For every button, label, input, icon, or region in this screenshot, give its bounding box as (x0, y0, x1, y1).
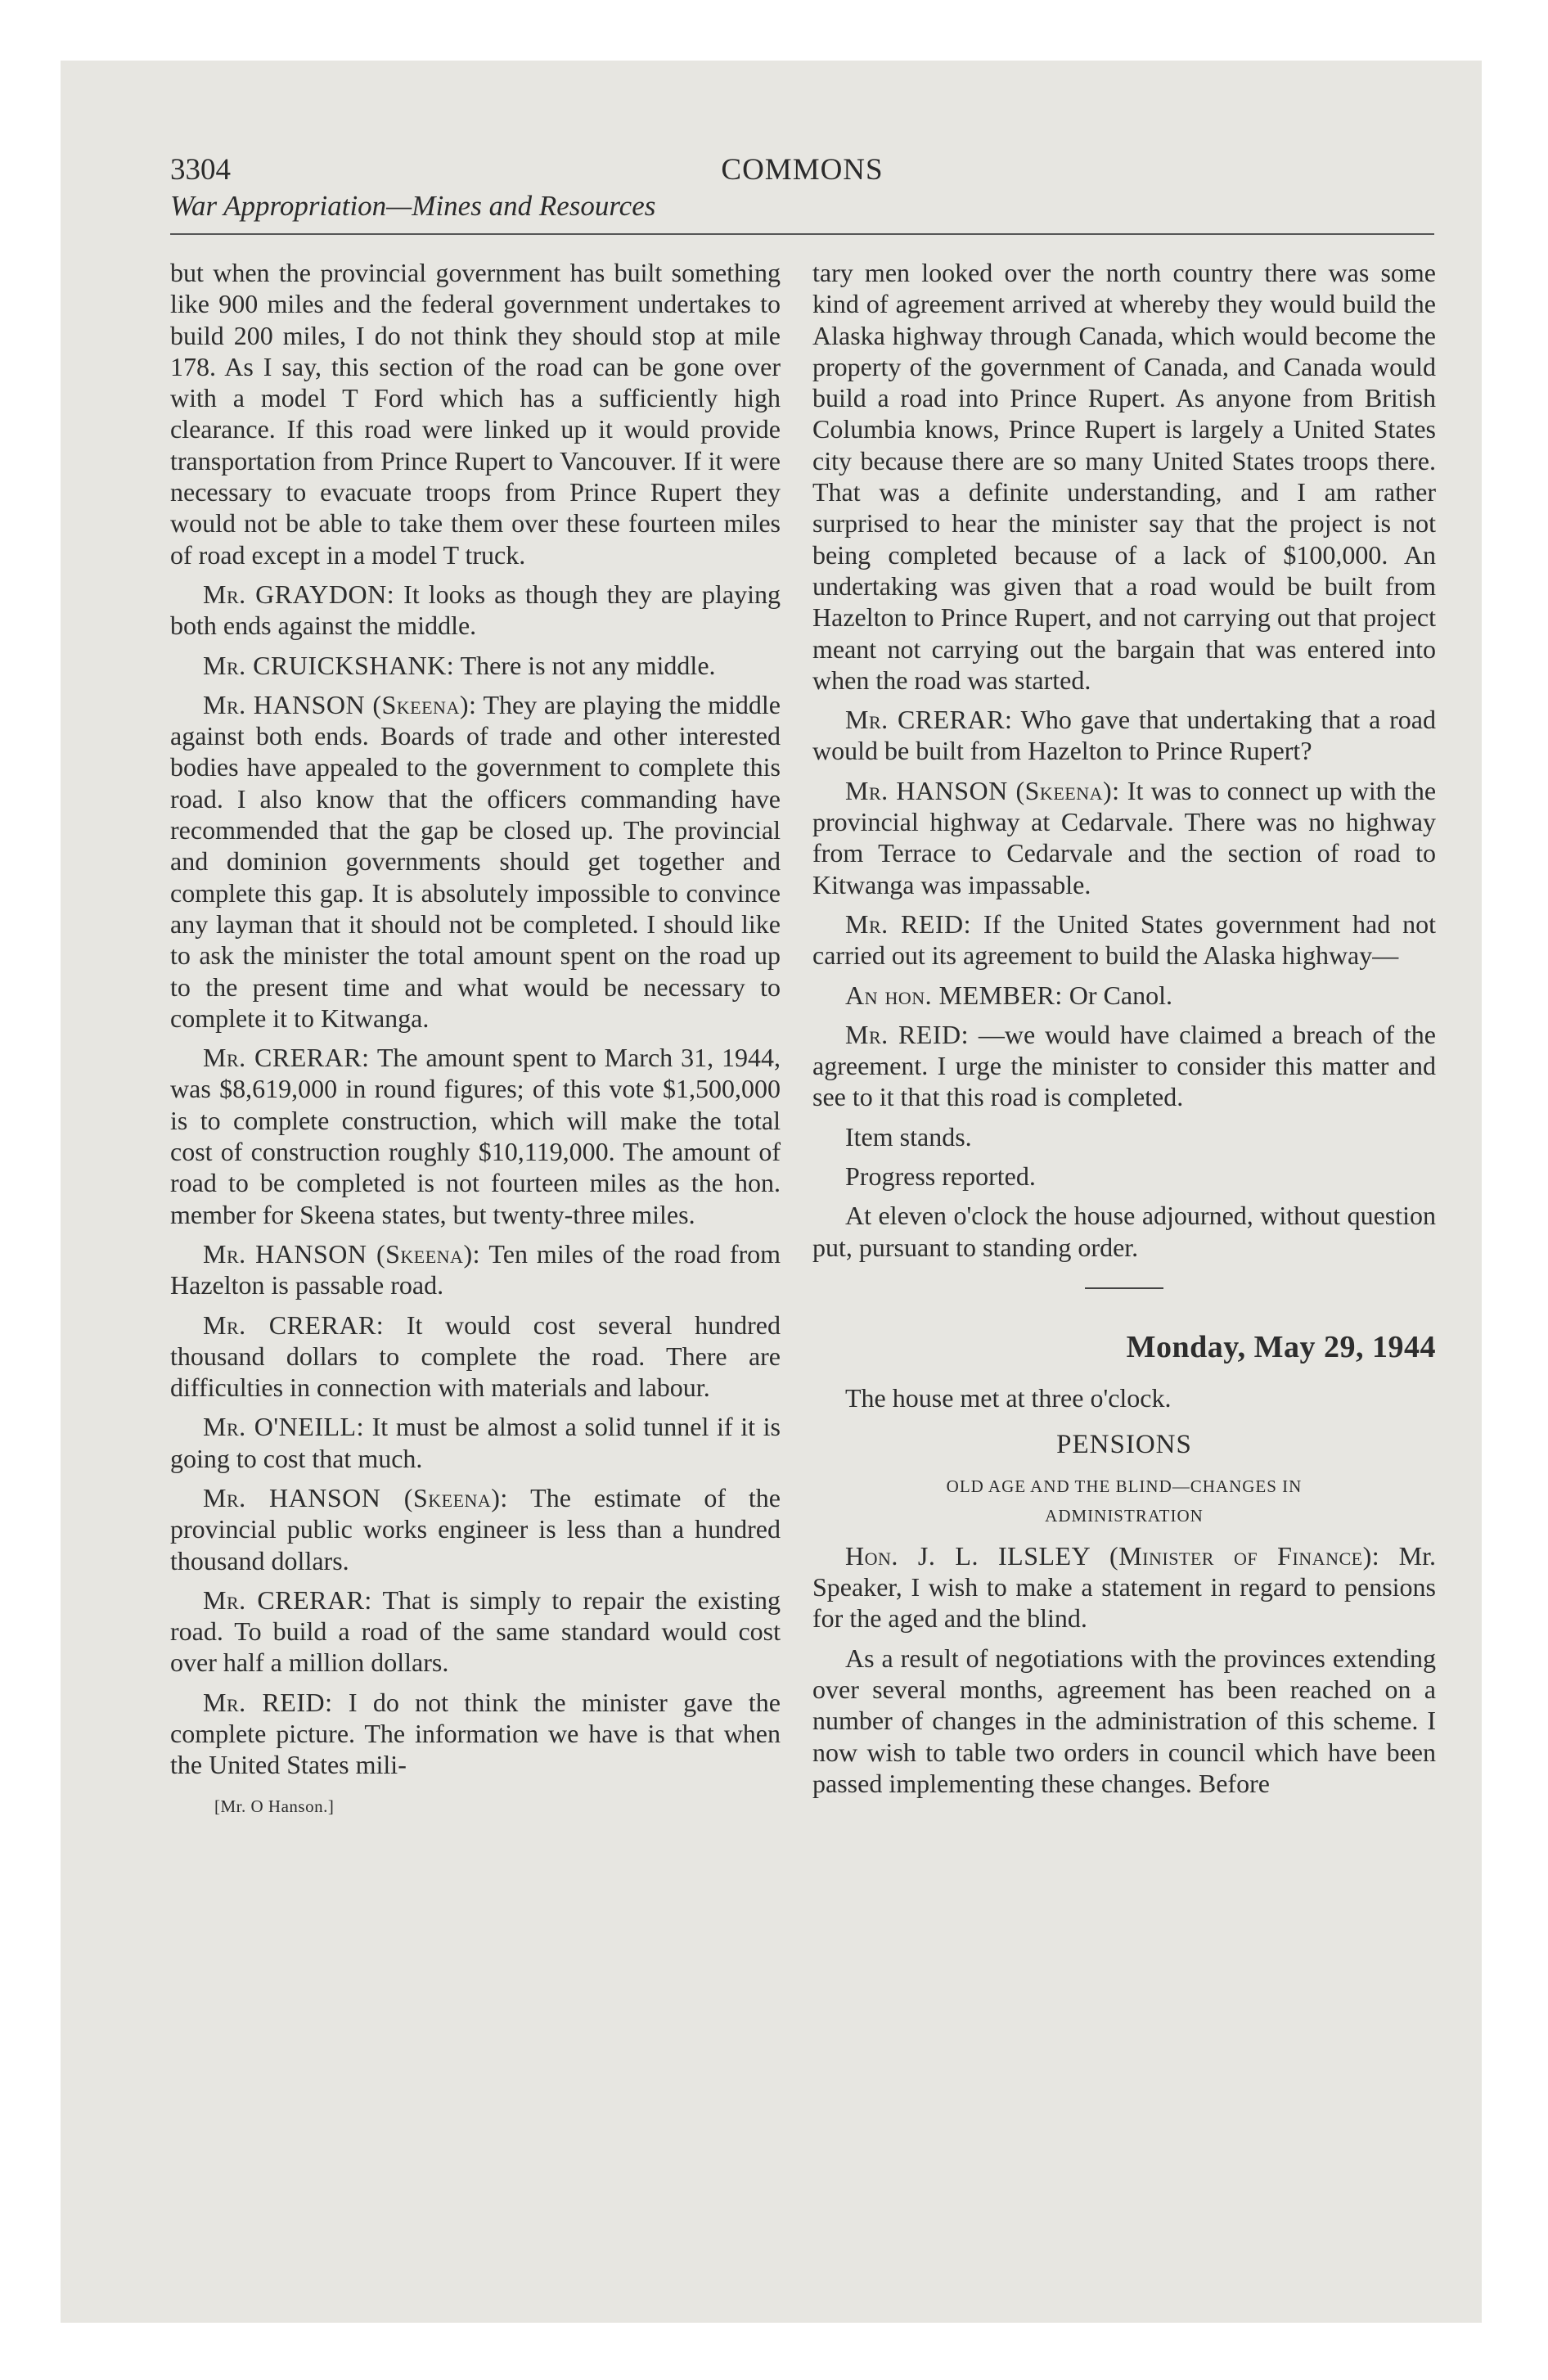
paragraph-text: Or Canol. (1069, 980, 1172, 1010)
paragraph-text: Mr. Speaker, I wish to make a statement in regard to pensions for the aged and the blind. (812, 1540, 1437, 1634)
paragraph (170, 689, 781, 1034)
speaker-name: Mr. GRAYDON: (203, 579, 395, 609)
speaker-name: Mr. CRERAR: (203, 1309, 385, 1340)
speaker-name: Mr. HANSON (Skeena): (203, 1482, 508, 1512)
speaker-name: Mr. REID: (203, 1687, 333, 1717)
paragraph (812, 1019, 1436, 1113)
paragraph-text: At eleven o'clock the house adjourned, without question put, pursuant to standing order. (812, 1201, 1436, 1262)
paragraph-text: The house met at three o'clock. (845, 1383, 1172, 1413)
paragraph (812, 980, 1436, 1011)
paragraph-text: There is not any middle. (460, 650, 716, 680)
paragraph-text: —we would have claimed a breach of the agreement. I urge the minister to consider this matter and see to it that this road is completed. (812, 1019, 1436, 1112)
paragraph-text: The estimate of the provincial public works engineer is less than a hundred thousand dollars. (170, 1482, 781, 1575)
right-column (812, 257, 1436, 1807)
speaker-name: An hon. MEMBER: (845, 980, 1063, 1010)
paragraph (812, 1540, 1436, 1634)
subtopic-line: OLD AGE AND THE BLIND—CHANGES IN (946, 1476, 1303, 1496)
paragraph-text: It looks as though they are playing both ends against the middle. (170, 579, 781, 641)
paragraph-text: tary men looked over the north country there was some kind of agreement arrived at whereby they would build the Alaska highway through Canada, which would become the property of the government of Canada, and Canada would build a road into Prince Rupert. As anyone from British Columbia knows, Prince Rupert is largely a United States city because there are so many United States troops there. That was a definite understanding, and I am rather surprised to hear the minister say that the project is not being completed because of a lack of $100,000. An undertaking was given that a road would be built from Hazelton to Prince Rupert, and not carrying out that project meant not carrying out the bargain that was entered into when the road was started. (812, 258, 1436, 695)
paragraph (812, 1121, 1436, 1152)
speaker-name: Mr. HANSON (Skeena): (845, 775, 1120, 805)
paragraph (812, 257, 1436, 696)
paragraph-text: It must be almost a solid tunnel if it is going to cost that much. (170, 1412, 781, 1473)
paragraph-text: Who gave that undertaking that a road would be built from Hazelton to Prince Rupert? (812, 705, 1437, 766)
page-header (170, 152, 1434, 223)
paragraph-text: Item stands. (845, 1121, 972, 1152)
paragraph (170, 1309, 781, 1404)
paragraph (170, 1042, 781, 1230)
paragraph-text: They are playing the middle against both ends. Boards of trade and other interested bodies have appealed to the government to complete this road. I also know that the officers commanding have recommended that the gap be closed up. The provincial and dominion governments should get together and complete this gap. It is absolutely impossible to convince any layman that it should not be completed. I should like to ask the minister the total amount spent on the road up to the present time and what would be necessary to complete it to Kitwanga. (170, 689, 781, 1033)
speaker-name: Mr. REID: (845, 908, 972, 939)
paragraph-text: Ten miles of the road from Hazelton is passable road. (170, 1238, 781, 1300)
paragraph (170, 1482, 781, 1576)
paragraph-text: It would cost several hundred thousand dollars to complete the road. There are difficulties in connection with materials and labour. (170, 1309, 781, 1403)
paragraph-text: but when the provincial government has built something like 900 miles and the federal government undertakes to build 200 miles, I do not think they should stop at mile 178. As I say, this section of the road can be gone over with a model T Ford which has a sufficiently high clearance. If this road were linked up it would provide transportation from Prince Rupert to Vancouver. If it were necessary to evacuate troops from Prince Rupert they would not be able to take them over these fourteen miles of road except in a model T truck. (170, 258, 781, 570)
subtopic-heading (812, 1472, 1436, 1530)
speaker-name: Mr. CRERAR: (845, 705, 1013, 735)
page-number: 3304 (170, 153, 231, 187)
paragraph (812, 1161, 1436, 1192)
paragraph (812, 775, 1436, 900)
speaker-name: Mr. HANSON (Skeena): (203, 1238, 480, 1269)
section-name: COMMONS (721, 153, 884, 187)
header-rule (170, 233, 1434, 235)
footer-note: [Mr. O Hanson.] (214, 1796, 335, 1816)
topic-heading: PENSIONS (1056, 1429, 1192, 1459)
paragraph (170, 1411, 781, 1474)
section-divider (1085, 1287, 1163, 1289)
subtopic-line: ADMINISTRATION (1045, 1505, 1204, 1526)
speaker-name: Mr. REID: (845, 1019, 970, 1049)
speaker-name: Mr. CRUICKSHANK: (203, 650, 455, 680)
paragraph (170, 650, 781, 681)
paragraph (170, 1238, 781, 1301)
sitting-date-heading: Monday, May 29, 1944 (1126, 1329, 1436, 1364)
speaker-name: Mr. CRERAR: (203, 1584, 372, 1615)
speaker-name: Mr. O'NEILL: (203, 1412, 364, 1442)
paragraph-text: If the United States government had not carried out its agreement to build the Alaska highway— (812, 908, 1436, 971)
speaker-name: Mr. CRERAR: (203, 1043, 370, 1073)
paragraph-text: That is simply to repair the existing road. To build a road of the same standard would cost over half a million dollars. (170, 1584, 781, 1678)
paragraph (812, 704, 1436, 767)
paragraph-text: It was to connect up with the provincial highway at Cedarvale. There was no highway from Terrace to Cedarvale and the section of road to Kitwanga was impassable. (812, 775, 1437, 899)
speaker-name: Mr. HANSON (Skeena): (203, 689, 477, 719)
paragraph (170, 1687, 781, 1781)
paragraph (170, 579, 781, 642)
paragraph-text: Progress reported. (845, 1161, 1036, 1192)
speaker-name: Hon. J. L. ILSLEY (Minister of Finance): (845, 1540, 1380, 1571)
paragraph (812, 1200, 1436, 1263)
paragraph (812, 908, 1436, 971)
paragraph (170, 1584, 781, 1679)
paragraph (170, 257, 781, 570)
left-column (170, 257, 781, 1822)
paragraph-text: The amount spent to March 31, 1944, was $8,619,000 in round figures; of this vote $1,500,000 is to complete construction, which will make the total cost of construction roughly $10,119,000. The amount of road to be completed is not fourteen miles as the hon. member for Skeena states, but twenty-three miles. (170, 1043, 781, 1229)
running-title: War Appropriation—Mines and Resources (170, 190, 656, 222)
paragraph-text: I do not think the minister gave the complete picture. The information we have is that when the United States mili- (170, 1687, 781, 1780)
paragraph (812, 1382, 1436, 1413)
paragraph-text: As a result of negotiations with the provinces extending over several months, agreement has been reached on a number of changes in the administration of this scheme. I now wish to table two orders in council which have been passed implementing these changes. Before (812, 1643, 1436, 1798)
paragraph (812, 1643, 1436, 1799)
